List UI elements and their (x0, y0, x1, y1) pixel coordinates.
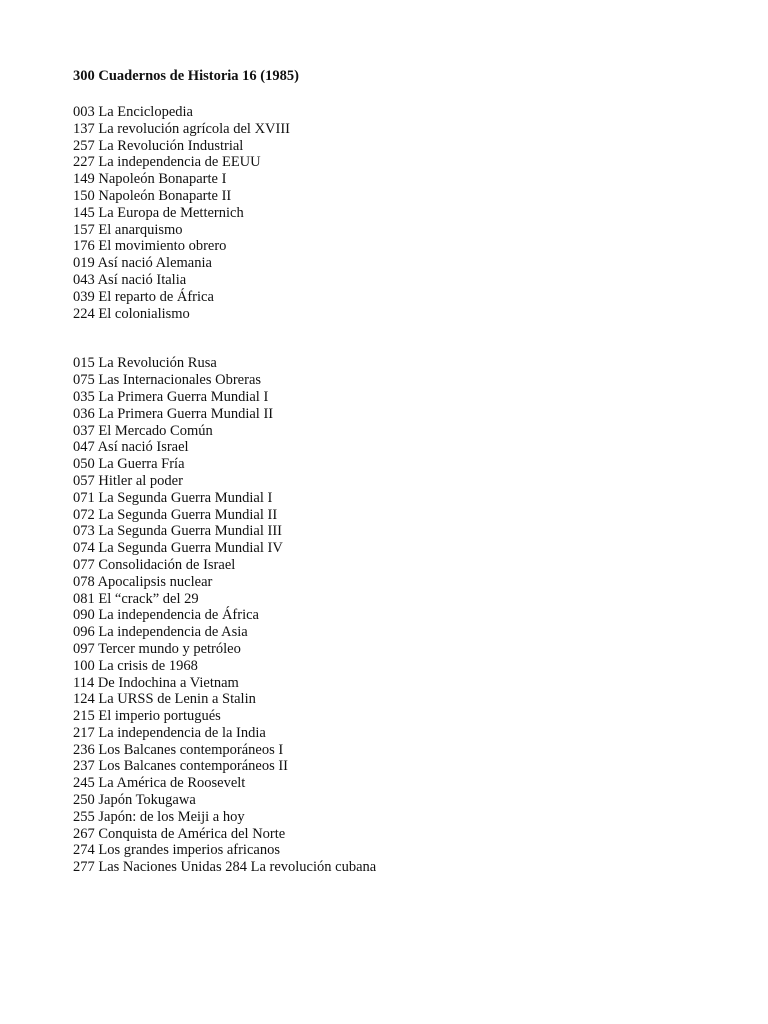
list-item: 237 Los Balcanes contemporáneos II (73, 758, 289, 775)
list-item: 114 De Indochina a Vietnam (73, 674, 239, 691)
list-item: 050 La Guerra Fría (73, 456, 185, 473)
list-item: 074 La Segunda Guerra Mundial IV (73, 540, 283, 557)
list-item: 039 El reparto de África (73, 288, 214, 305)
list-item: 227 La independencia de EEUU (73, 154, 261, 171)
list-item: 037 El Mercado Común (73, 422, 213, 439)
list-item: 157 El anarquismo (73, 221, 183, 238)
list-item: 078 Apocalipsis nuclear (73, 573, 213, 590)
issue-list-section-2 (73, 355, 733, 876)
document-title: 300 Cuadernos de Historia 16 (1985) (73, 68, 299, 84)
list-item: 077 Consolidación de Israel (73, 556, 236, 573)
list-item: 090 La independencia de África (73, 607, 259, 624)
list-item: 043 Así nació Italia (73, 271, 187, 288)
list-item: 224 El colonialismo (73, 305, 190, 322)
list-item: 036 La Primera Guerra Mundial II (73, 405, 274, 422)
issue-list-section-1 (73, 104, 733, 322)
list-item: 215 El imperio portugués (73, 708, 221, 725)
list-item: 267 Conquista de América del Norte (73, 825, 286, 842)
list-item: 250 Japón Tokugawa (73, 792, 196, 809)
list-item: 071 La Segunda Guerra Mundial I (73, 489, 273, 506)
list-item: 124 La URSS de Lenin a Stalin (73, 691, 256, 708)
list-item: 096 La independencia de Asia (73, 624, 248, 641)
list-item: 150 Napoleón Bonaparte II (73, 187, 232, 204)
list-item: 245 La América de Roosevelt (73, 775, 246, 792)
list-item: 015 La Revolución Rusa (73, 355, 217, 372)
list-item: 255 Japón: de los Meiji a hoy (73, 808, 245, 825)
list-item: 100 La crisis de 1968 (73, 657, 198, 674)
list-item: 217 La independencia de la India (73, 724, 266, 741)
list-item: 145 La Europa de Metternich (73, 204, 244, 221)
list-item: 149 Napoleón Bonaparte I (73, 171, 227, 188)
section-spacer (73, 322, 733, 355)
list-item: 097 Tercer mundo y petróleo (73, 640, 241, 657)
list-item: 137 La revolución agrícola del XVIII (73, 120, 291, 137)
list-item: 075 Las Internacionales Obreras (73, 372, 262, 389)
list-item: 073 La Segunda Guerra Mundial III (73, 523, 282, 540)
list-item: 057 Hitler al poder (73, 472, 183, 489)
list-item: 035 La Primera Guerra Mundial I (73, 388, 269, 405)
list-item: 019 Así nació Alemania (73, 255, 212, 272)
list-item: 257 La Revolución Industrial (73, 137, 244, 154)
list-item: 274 Los grandes imperios africanos (73, 842, 280, 859)
list-item: 072 La Segunda Guerra Mundial II (73, 506, 278, 523)
list-item: 081 El “crack” del 29 (73, 590, 199, 607)
list-item: 236 Los Balcanes contemporáneos I (73, 741, 284, 758)
document-page (73, 68, 733, 876)
list-item: 176 El movimiento obrero (73, 238, 227, 255)
list-item: 277 Las Naciones Unidas 284 La revolución cubana (73, 859, 377, 876)
list-item: 047 Así nació Israel (73, 439, 189, 456)
list-item: 003 La Enciclopedia (73, 104, 193, 120)
